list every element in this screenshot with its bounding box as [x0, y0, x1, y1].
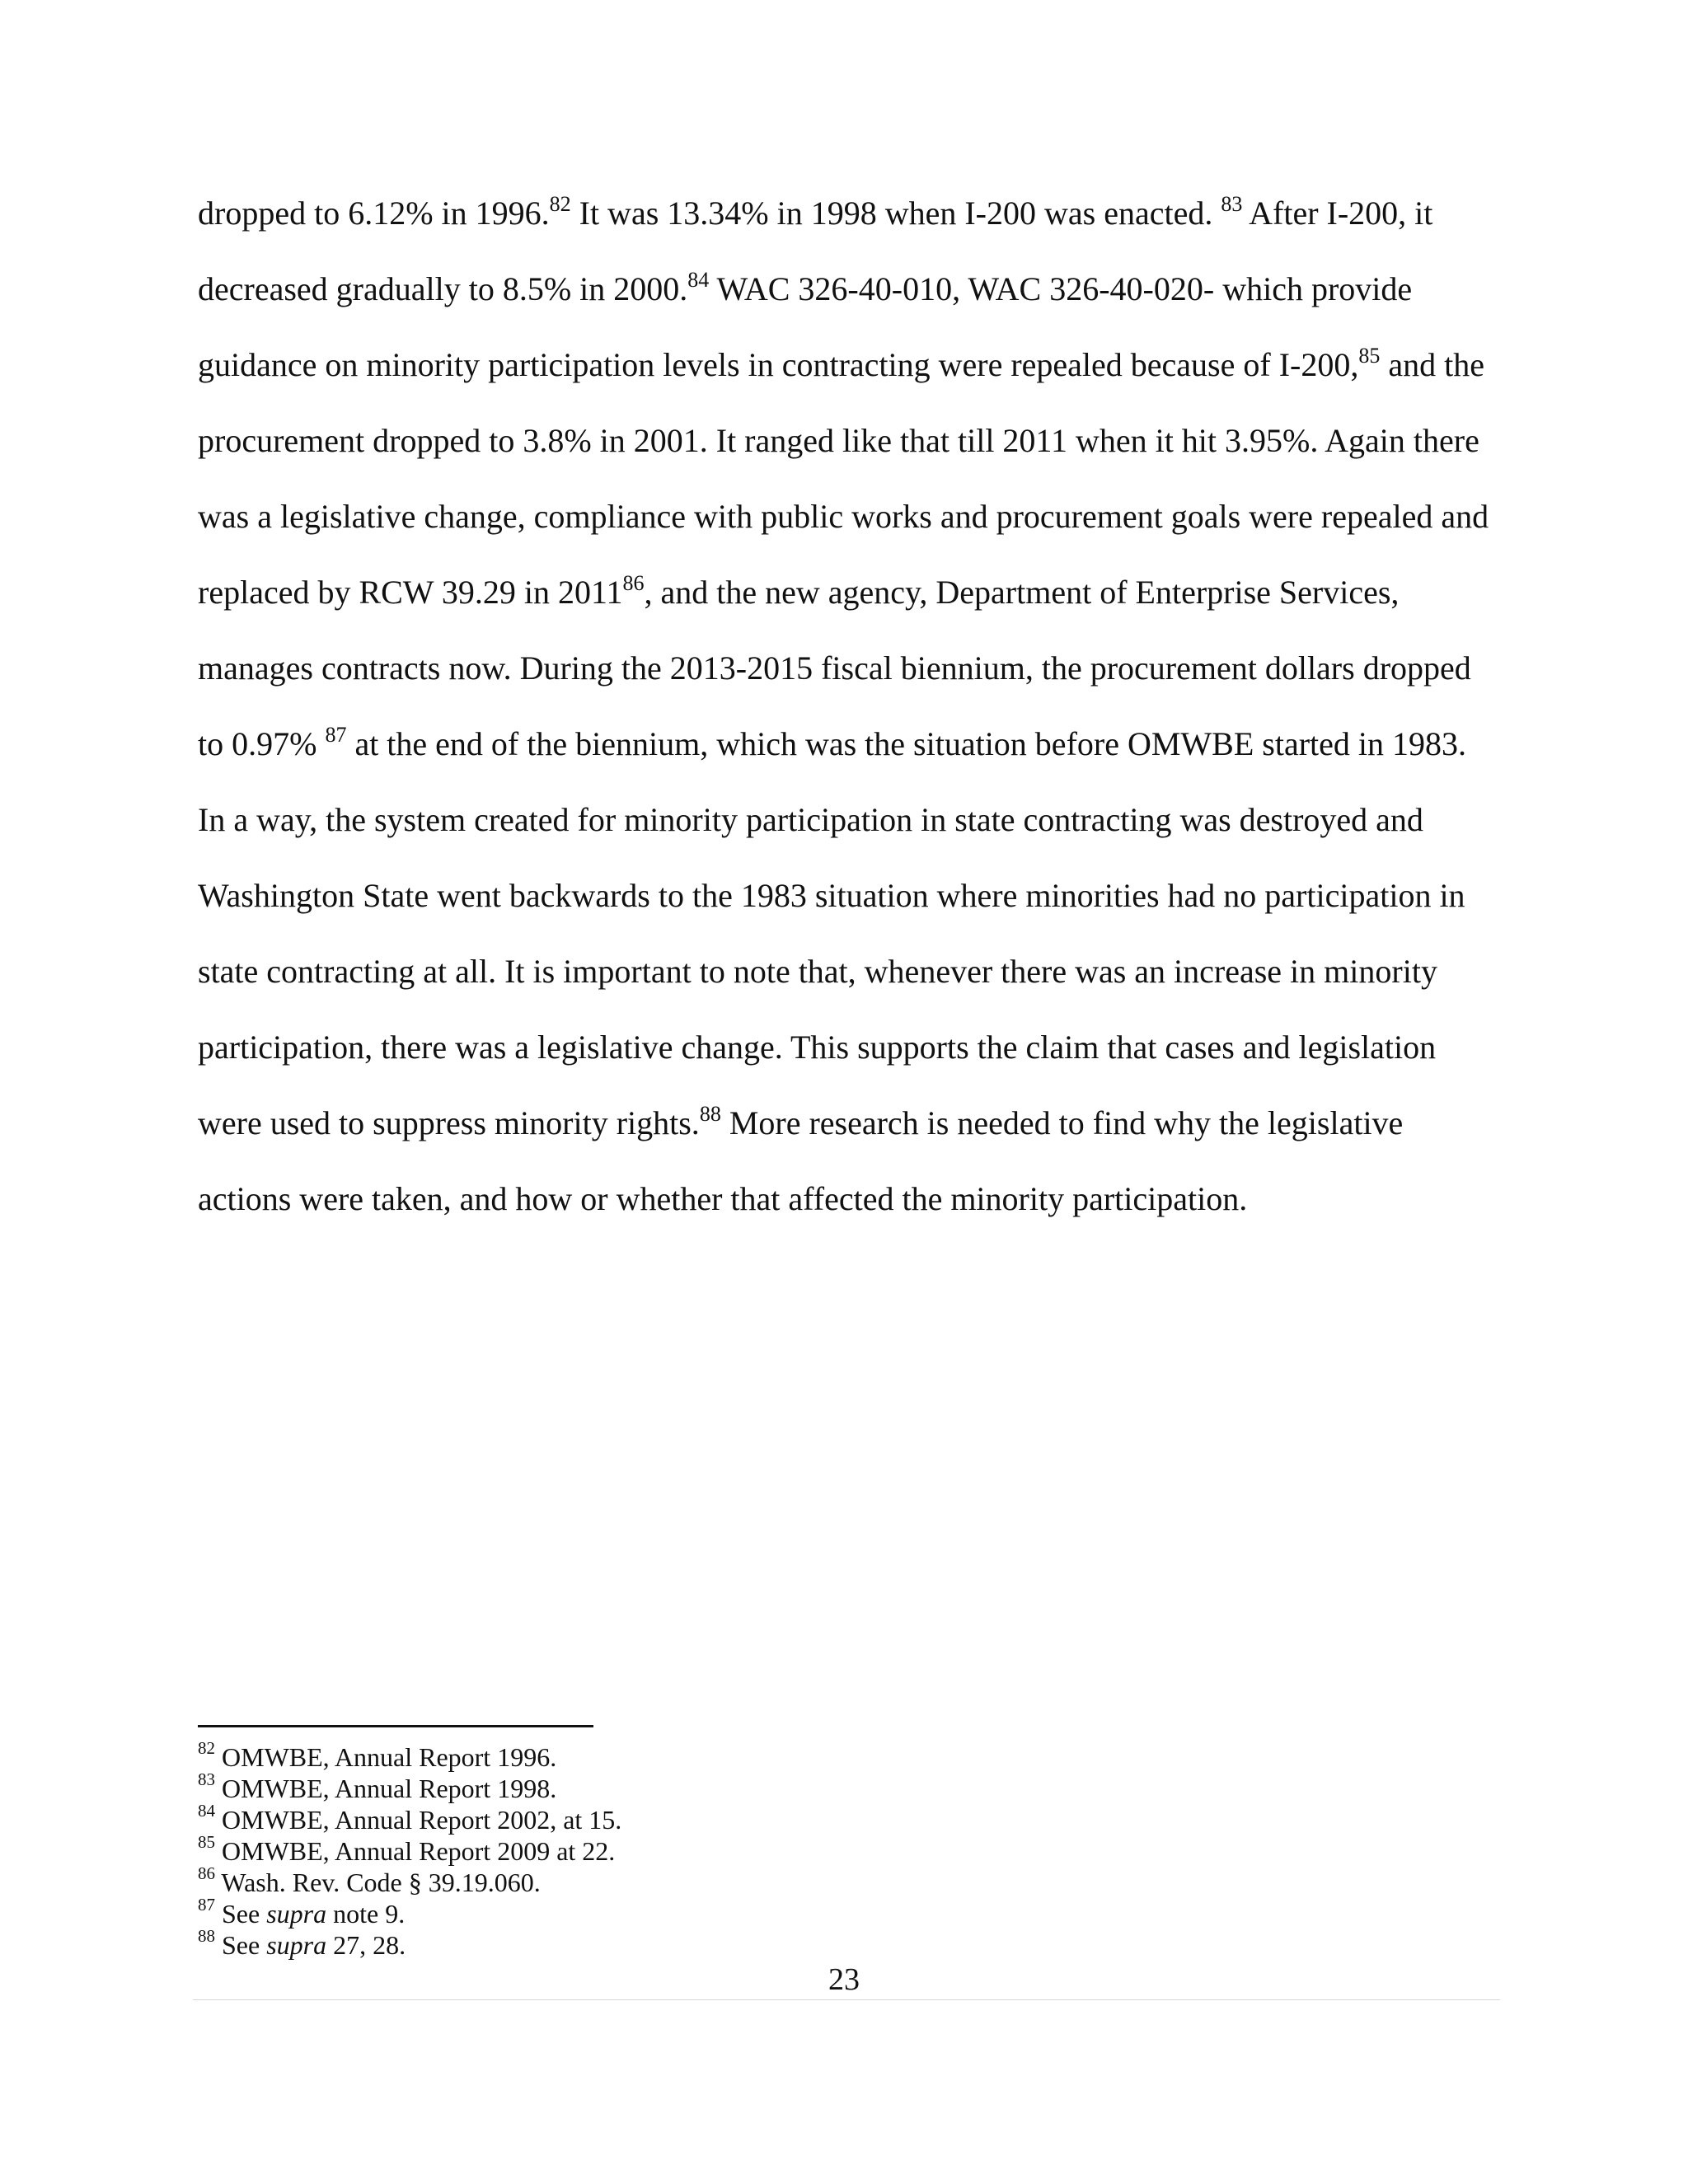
body-text-segment: It was 13.34% in 1998 when I-200 was enacted.	[570, 194, 1221, 232]
footnote-number: 85	[198, 1832, 215, 1853]
footnote-number: 84	[198, 1801, 215, 1821]
body-text-segment: replaced by RCW 39.29 in 2011	[198, 574, 623, 611]
footnote-number: 87	[198, 1895, 215, 1915]
body-text-segment: guidance on minority participation levels in contracting were repealed because of I-200,	[198, 346, 1359, 383]
body-text-segment: More research is needed to find why the legislative	[720, 1104, 1404, 1141]
footnote-text: note 9.	[326, 1899, 406, 1929]
body-line	[198, 1174, 1500, 1249]
body-text-segment: and the	[1380, 346, 1484, 383]
footnote-reference: 83	[1221, 191, 1243, 216]
body-text-segment: at the end of the biennium, which was the situation before OMWBE started in 1983.	[346, 725, 1467, 762]
body-text-segment: dropped to 6.12% in 1996.	[198, 194, 550, 232]
body-text-segment: In a way, the system created for minority participation in state contracting was destroyed and	[198, 801, 1423, 838]
footnote-reference: 82	[549, 191, 571, 216]
footnote-reference: 86	[622, 570, 645, 595]
footnote-text: See	[215, 1930, 267, 1960]
body-line	[198, 188, 1500, 264]
body-line	[198, 264, 1500, 340]
body-text-segment: decreased gradually to 8.5% in 2000.	[198, 270, 688, 307]
footnote-text: See	[215, 1899, 267, 1929]
body-text-segment: participation, there was a legislative change. This supports the claim that cases and legislation	[198, 1029, 1437, 1066]
footnote	[198, 1863, 1352, 1898]
footnote-reference: 85	[1358, 343, 1381, 368]
footnote-reference: 87	[325, 722, 347, 747]
footnote	[198, 1926, 1352, 1961]
page-bottom-divider	[193, 1999, 1500, 2000]
footnote	[198, 1895, 1352, 1929]
footnote-number: 88	[198, 1926, 215, 1947]
footnote-text: OMWBE, Annual Report 1998.	[215, 1774, 557, 1803]
body-line	[198, 794, 1500, 870]
body-text-segment: was a legislative change, compliance with public works and procurement goals were repealed and	[198, 498, 1489, 535]
body-line	[198, 946, 1500, 1022]
footnote-number: 86	[198, 1863, 215, 1884]
footnote-text: Wash. Rev. Code § 39.19.060.	[215, 1868, 541, 1897]
body-line	[198, 340, 1500, 415]
body-line	[198, 870, 1500, 946]
footnote	[198, 1738, 1352, 1773]
footnote-number: 83	[198, 1769, 215, 1790]
body-line	[198, 1022, 1500, 1098]
footnote-italic-text: supra	[266, 1930, 327, 1960]
footnote-text: 27, 28.	[326, 1930, 406, 1960]
body-text-segment: WAC 326-40-010, WAC 326-40-020- which provide	[709, 270, 1413, 307]
footnote-text: OMWBE, Annual Report 1996.	[215, 1742, 557, 1772]
body-text-segment: were used to suppress minority rights.	[198, 1104, 700, 1141]
body-line	[198, 567, 1500, 643]
body-line	[198, 643, 1500, 719]
body-line	[198, 719, 1500, 794]
body-line	[198, 491, 1500, 567]
body-text-segment: After I-200, it	[1242, 194, 1433, 232]
footnote-number: 82	[198, 1738, 215, 1759]
body-text-segment: to 0.97%	[198, 725, 326, 762]
footnote-italic-text: supra	[266, 1899, 327, 1929]
footnote	[198, 1801, 1352, 1835]
footnote	[198, 1832, 1352, 1867]
footnote	[198, 1769, 1352, 1804]
body-line	[198, 415, 1500, 491]
body-text-segment: manages contracts now. During the 2013-2015 fiscal biennium, the procurement dollars dropped	[198, 649, 1471, 687]
body-text-segment: state contracting at all. It is important to note that, whenever there was an increase in minority	[198, 953, 1437, 990]
page-number: 23	[828, 1962, 860, 1997]
body-text-segment: Washington State went backwards to the 1983 situation where minorities had no participation in	[198, 877, 1465, 914]
body-line	[198, 1098, 1500, 1174]
footnote-reference: 88	[699, 1101, 721, 1126]
body-paragraph	[198, 188, 1500, 1249]
body-text-segment: , and the new agency, Department of Enterprise Services,	[644, 574, 1400, 611]
footnote-reference: 84	[687, 267, 710, 292]
footnote-text: OMWBE, Annual Report 2002, at 15.	[215, 1805, 622, 1835]
body-text-segment: procurement dropped to 3.8% in 2001. It ranged like that till 2011 when it hit 3.95%. Again there	[198, 422, 1479, 459]
footnote-separator	[198, 1725, 593, 1727]
footnotes-section	[198, 1738, 1352, 1961]
body-text-segment: actions were taken, and how or whether that affected the minority participation.	[198, 1180, 1248, 1217]
footnote-text: OMWBE, Annual Report 2009 at 22.	[215, 1836, 616, 1866]
